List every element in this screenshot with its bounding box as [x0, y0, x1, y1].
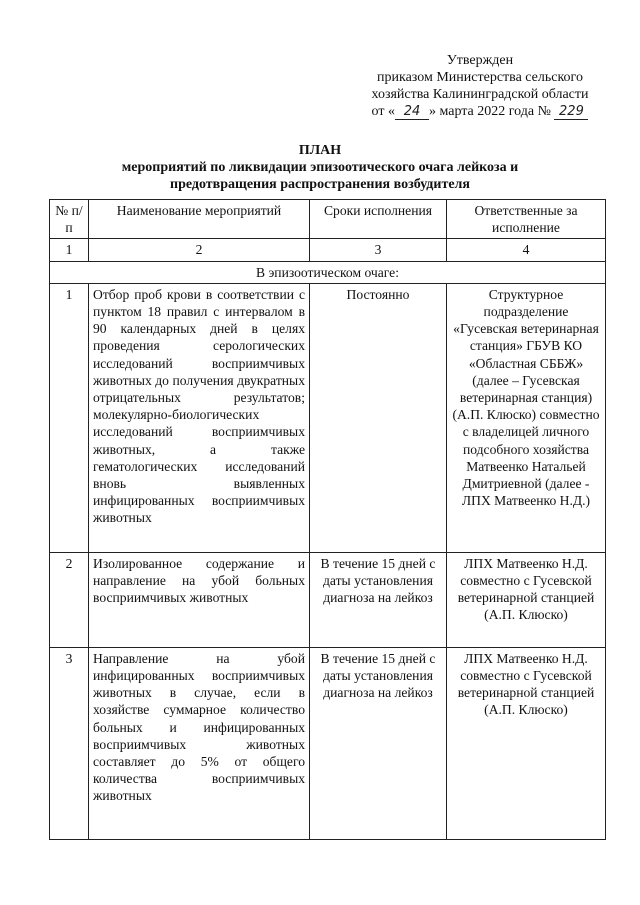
column-number: 2 — [89, 239, 310, 261]
date-prefix: от « — [371, 104, 395, 119]
header-term: Сроки исполнения — [310, 200, 447, 239]
header-responsible: Ответственные за исполнение — [447, 200, 606, 239]
row-responsible: Структурное подразделение «Гусевская ветеринарная станция» ГБУВ КО «Областная СББЖ» (далее – Гусевская ветеринарная станция) (А.П. Клюско) совместно с владелицей личного подсобного хозяйства Матвеенко Натальей Дмитриевной (далее - ЛПХ Матвеенко Н.Д.) — [447, 283, 606, 552]
row-number: 2 — [50, 552, 89, 647]
approval-stamp — [330, 52, 630, 120]
plan-table — [49, 199, 606, 840]
row-number: 3 — [50, 647, 89, 839]
table-header-row — [50, 200, 606, 239]
row-term: В течение 15 дней с даты установления диагноза на лейкоз — [310, 552, 447, 647]
document-title — [0, 142, 640, 193]
handwritten-order-number: 229 — [554, 105, 588, 120]
row-term: В течение 15 дней с даты установления диагноза на лейкоз — [310, 647, 447, 839]
title-line-3: предотвращения распространения возбудителя — [170, 177, 470, 192]
row-responsible: ЛПХ Матвеенко Н.Д. совместно с Гусевской ветеринарной станцией (А.П. Клюско) — [447, 552, 606, 647]
row-term: Постоянно — [310, 283, 447, 552]
row-number: 1 — [50, 283, 89, 552]
approval-line-3: хозяйства Калининградской области — [371, 87, 589, 102]
title-line-1: ПЛАН — [298, 143, 342, 158]
approval-line-1: Утвержден — [446, 53, 514, 68]
header-action: Наименование мероприятий — [89, 200, 310, 239]
header-number: № п/п — [50, 200, 89, 239]
row-action: Отбор проб крови в соответствии с пунктом 18 правил с интервалом в 90 календарных дней в целях проведения серологических исследований восприимчивых животных до получения двукратных отрицательных результатов; молекулярно-биологических исследований восприимчивых животных, а также гематологических исследований вновь выявленных инфицированных восприимчивых животных — [89, 283, 310, 552]
row-action: Направление на убой инфицированных восприимчивых животных в случае, если в хозяйстве суммарное количество больных и инфицированных восприимчивых животных составляет до 5% от общего количества восприимчивых животных — [89, 647, 310, 839]
column-number: 3 — [310, 239, 447, 261]
table-row — [50, 283, 606, 552]
approval-date-line — [330, 103, 630, 120]
date-mid: » марта 2022 года № — [428, 104, 551, 119]
table-row — [50, 552, 606, 647]
handwritten-day: 24 — [395, 105, 429, 120]
column-number-row — [50, 239, 606, 261]
table-row — [50, 647, 606, 839]
column-number: 4 — [447, 239, 606, 261]
column-number: 1 — [50, 239, 89, 261]
row-responsible: ЛПХ Матвеенко Н.Д. совместно с Гусевской ветеринарной станцией (А.П. Клюско) — [447, 647, 606, 839]
section-title: В эпизоотическом очаге: — [50, 261, 606, 283]
row-action: Изолированное содержание и направление на убой больных восприимчивых животных — [89, 552, 310, 647]
approval-line-2: приказом Министерства сельского — [377, 70, 583, 85]
section-row — [50, 261, 606, 283]
title-line-2: мероприятий по ликвидации эпизоотического очага лейкоза и — [121, 160, 519, 175]
